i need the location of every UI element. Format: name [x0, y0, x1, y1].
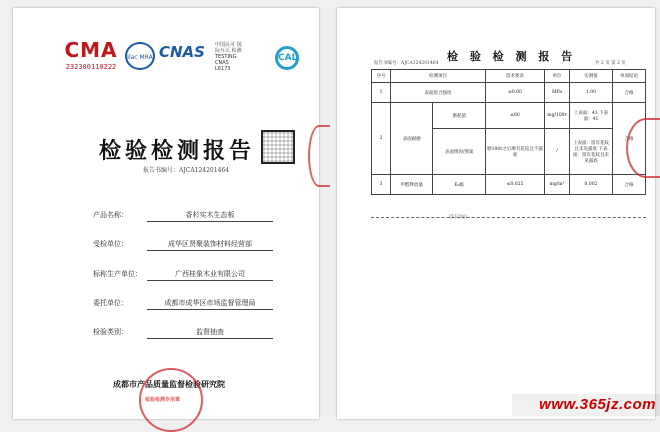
- cnas-logo: [159, 42, 242, 72]
- report-results-page: [337, 8, 655, 419]
- cell-no: 3: [372, 175, 391, 195]
- cell-item: 表面胶合强度: [391, 83, 486, 103]
- header-item: 检测项目: [391, 70, 486, 83]
- field-label: 检验类别：: [93, 328, 128, 336]
- field-value: 成都市成华区市场监督管理局: [147, 298, 273, 310]
- table-row: [372, 103, 646, 129]
- cell-subitem: 表面情况/图案: [433, 129, 486, 175]
- table-row: [372, 175, 646, 195]
- header-result: 单项结论: [613, 70, 646, 83]
- seam-seal-stamp-right: [626, 118, 660, 178]
- qr-code: [261, 130, 295, 164]
- cell-requirement: ≥0.60: [486, 83, 545, 103]
- field-label: 标称生产单位：: [93, 270, 142, 278]
- field-label: 受检单位：: [93, 240, 128, 248]
- cma-number: 232300110222: [65, 63, 117, 71]
- page-number: 共 2 页 第 2 页: [595, 61, 626, 66]
- cell-value: 上表面：43 下表面：41: [570, 103, 613, 129]
- cell-value: 上表面：留有花纹且未见露底 下表面：留有花纹且未见露底: [570, 129, 613, 175]
- header-requirement: 技术要求: [486, 70, 545, 83]
- blank-divider: [371, 217, 646, 218]
- cell-requirement: ≤80: [486, 103, 545, 129]
- field-value: 监督抽查: [147, 327, 273, 339]
- cell-item: 甲醛释放量: [391, 175, 433, 195]
- cell-unit: /: [545, 129, 570, 175]
- field-value: 成华区贤聚装饰材料经营部: [147, 239, 273, 251]
- cell-no: 1: [372, 83, 391, 103]
- cell-unit: mg/m³: [545, 175, 570, 195]
- cell-requirement: ≤0.025: [486, 175, 545, 195]
- table-row: [372, 83, 646, 103]
- field-label: 产品名称：: [93, 211, 128, 219]
- results-table: [371, 69, 646, 195]
- blank-note: 以下空白: [449, 215, 467, 220]
- seam-seal-stamp: [308, 125, 330, 187]
- cell-result: 合格: [613, 83, 646, 103]
- cell-item: 表面耐磨: [391, 103, 433, 175]
- cell-unit: mg/100r: [545, 103, 570, 129]
- header-no: 序号: [372, 70, 391, 83]
- official-seal-stamp: [139, 368, 203, 432]
- header-unit: 单位: [545, 70, 570, 83]
- header-value: 实测值: [570, 70, 613, 83]
- lab-name: 成都市产品质量监督检验研究院: [113, 379, 225, 389]
- results-title: 检 验 检 测 报 告: [447, 50, 577, 63]
- field-value: 香杉实木生态板: [147, 210, 273, 222]
- ilac-logo: ilac MRA: [125, 42, 155, 70]
- cell-value: 0.002: [570, 175, 613, 195]
- cal-logo: CAL: [275, 46, 299, 70]
- field-label: 委托单位：: [93, 299, 128, 307]
- cell-requirement: 磨100r之后磨有花纹且不露底: [486, 129, 545, 175]
- cell-subitem: E₀级: [433, 175, 486, 195]
- cnas-logo-text: CNAS: [159, 43, 205, 61]
- cell-result: 合格: [613, 103, 646, 175]
- cell-result: 合格: [613, 175, 646, 195]
- stamp-text: 检验检测专用章: [145, 397, 181, 403]
- report-number: 报告书编号：AJCA124201464: [143, 167, 230, 174]
- cnas-caption: 中国认可 国际互认 检测 TESTING CNAS L6173: [215, 42, 242, 72]
- field-value: 广西桂象木业有限公司: [147, 269, 273, 281]
- cell-no: 2: [372, 103, 391, 175]
- report-title: 检验检测报告: [99, 138, 256, 164]
- cma-logo-text: CMA: [64, 38, 118, 62]
- cell-value: 1.00: [570, 83, 613, 103]
- cell-subitem: 磨耗值: [433, 103, 486, 129]
- cma-logo: [61, 38, 121, 71]
- results-report-number: 报告书编号：AJCA124201464: [374, 61, 439, 66]
- report-cover-page: [13, 8, 319, 419]
- cell-unit: MPa: [545, 83, 570, 103]
- table-header-row: [372, 70, 646, 83]
- site-watermark: www.365jz.com: [512, 394, 660, 416]
